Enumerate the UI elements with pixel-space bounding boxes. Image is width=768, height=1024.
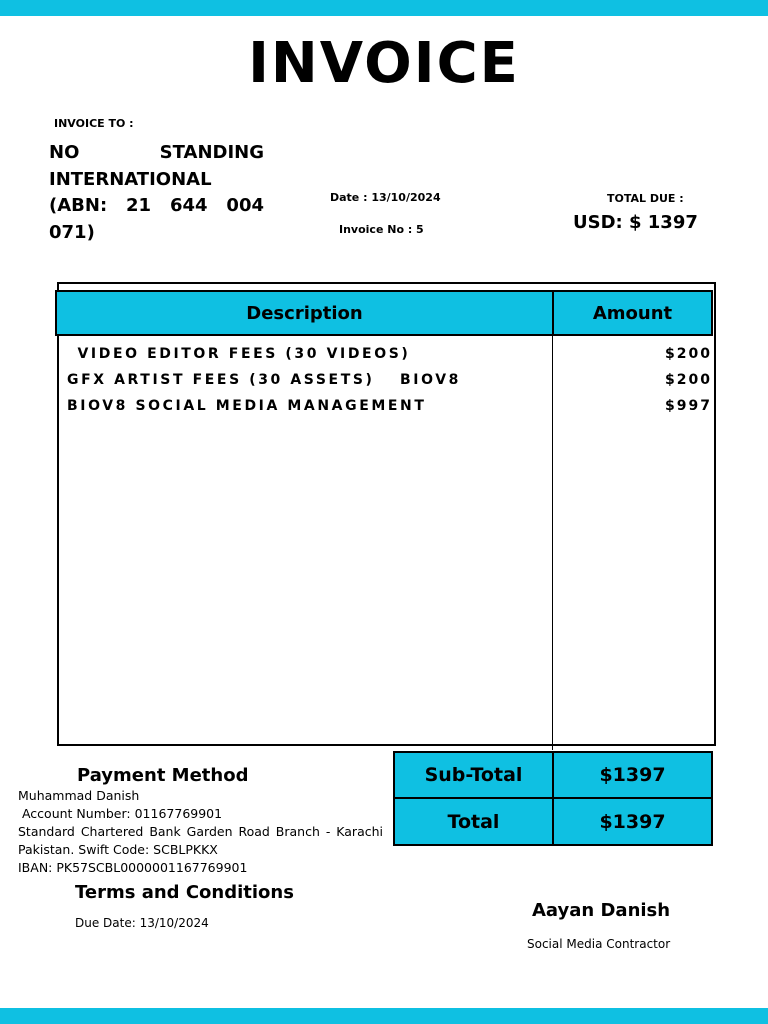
total-label: Total bbox=[393, 797, 554, 846]
contractor-name: Aayan Danish bbox=[532, 900, 671, 921]
subtotal-label: Sub-Total bbox=[393, 751, 554, 799]
item-amount: $200 bbox=[665, 346, 712, 362]
terms-title: Terms and Conditions bbox=[75, 882, 294, 903]
payment-method-title: Payment Method bbox=[77, 765, 249, 786]
total-due-label: TOTAL DUE : bbox=[607, 192, 684, 205]
item-description: BIOV8 SOCIAL MEDIA MANAGEMENT bbox=[67, 398, 427, 414]
client-name: NO STANDING INTERNATIONAL (ABN: 21 644 004 071) bbox=[49, 142, 264, 243]
subtotal-value: $1397 bbox=[552, 751, 713, 799]
item-description: GFX ARTIST FEES (30 ASSETS) bbox=[67, 372, 375, 388]
invoice-to-label: INVOICE TO : bbox=[54, 117, 134, 130]
table-row bbox=[60, 346, 712, 368]
amount-header: Amount bbox=[552, 290, 713, 336]
total-value: $1397 bbox=[552, 797, 713, 846]
item-amount: $997 bbox=[665, 398, 712, 414]
due-date: Due Date: 13/10/2024 bbox=[75, 916, 209, 930]
account-number: Account Number: 01167769901 bbox=[18, 806, 223, 821]
bottom-accent-bar bbox=[0, 1008, 768, 1024]
item-amount: $200 bbox=[665, 372, 712, 388]
invoice-date: Date : 13/10/2024 bbox=[330, 191, 441, 204]
item-extra: BIOV8 bbox=[400, 372, 461, 388]
table-row bbox=[60, 372, 712, 394]
account-name: Muhammad Danish bbox=[18, 788, 140, 803]
item-description: VIDEO EDITOR FEES (30 VIDEOS) bbox=[70, 346, 411, 362]
invoice-title: INVOICE bbox=[248, 31, 520, 96]
payment-details bbox=[18, 787, 383, 877]
contractor-role: Social Media Contractor bbox=[527, 937, 671, 951]
table-row bbox=[60, 398, 712, 420]
description-header: Description bbox=[55, 290, 554, 336]
iban: IBAN: PK57SCBL0000001167769901 bbox=[18, 860, 248, 875]
bank-details: Standard Chartered Bank Garden Road Branch - Karachi Pakistan. Swift Code: SCBLPKKX bbox=[18, 824, 383, 857]
top-accent-bar bbox=[0, 0, 768, 16]
invoice-number: Invoice No : 5 bbox=[339, 223, 424, 236]
total-due-value: USD: $ 1397 bbox=[573, 212, 698, 233]
